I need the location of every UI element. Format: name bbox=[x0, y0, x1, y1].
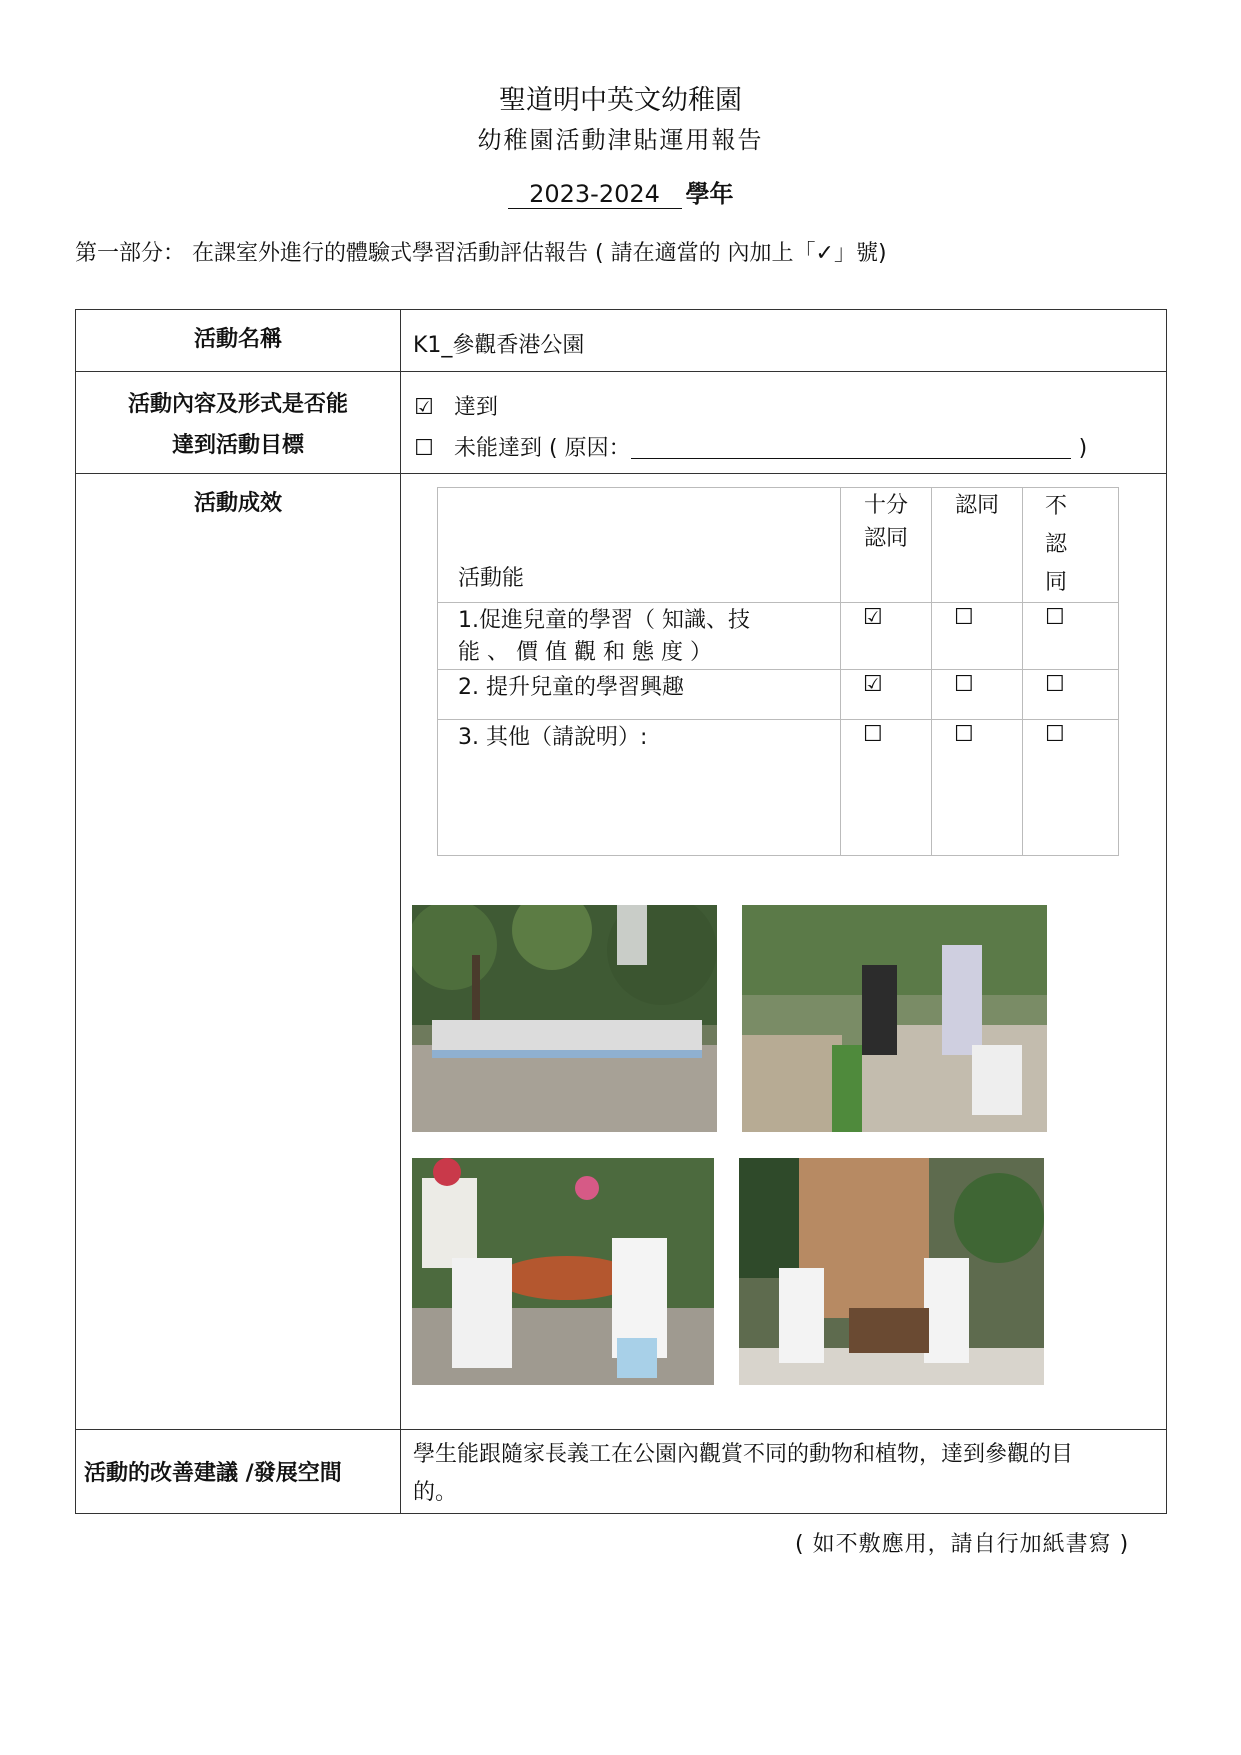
header-disagree-line2: 認 bbox=[1045, 532, 1068, 557]
school-name: 聖道明中英文幼稚園 bbox=[499, 85, 742, 116]
improvement-value-line1: 學生能跟隨家長義工在公園內觀賞不同的動物和植物，達到參觀的目 bbox=[413, 1442, 1074, 1467]
header-disagree-line1: 不 bbox=[1045, 494, 1068, 519]
rating-row-1-line2: 能 、 價 值 觀 和 態 度 ） bbox=[458, 640, 712, 665]
rating-row-1-disagree[interactable]: ☐ bbox=[1023, 603, 1119, 670]
photo-walking bbox=[742, 905, 1047, 1132]
objective-label-line1: 活動內容及形式是否能 bbox=[127, 392, 348, 417]
header-strongly-agree-line1: 十分 bbox=[863, 493, 908, 518]
activity-name-label: 活動名稱 bbox=[76, 310, 401, 372]
photo-group bbox=[412, 905, 717, 1132]
footnote: ( 如不敷應用，請自行加紙書寫 ) bbox=[795, 1532, 1130, 1557]
row-objective bbox=[76, 372, 1167, 474]
rating-row-1-line1: 1.促進兒童的學習（ 知識、技 bbox=[458, 608, 750, 633]
objective-label-line2: 達到活動目標 bbox=[171, 433, 304, 458]
reason-blank-line[interactable] bbox=[631, 432, 1071, 459]
rating-row-2-strongly-agree[interactable]: ☑ bbox=[841, 670, 932, 720]
photo-plants bbox=[739, 1158, 1044, 1385]
option-not-achieved-label: 未能達到 ( 原因： bbox=[454, 436, 631, 461]
checkbox-checked-icon[interactable]: ☑ bbox=[414, 395, 434, 420]
rating-row-2-disagree[interactable]: ☐ bbox=[1023, 670, 1119, 720]
photo-table bbox=[412, 1158, 714, 1385]
rating-row-1-agree[interactable]: ☐ bbox=[932, 603, 1023, 670]
improvement-label: 活動的改善建議 /發展空間 bbox=[76, 1430, 401, 1514]
header-strongly-agree-line2: 認同 bbox=[863, 526, 908, 551]
rating-header-row bbox=[438, 488, 1119, 603]
year-value: 2023-2024 bbox=[508, 180, 682, 209]
rating-row-3 bbox=[438, 720, 1119, 856]
rating-header-strongly-agree bbox=[841, 488, 932, 603]
rating-row-3-agree[interactable]: ☐ bbox=[932, 720, 1023, 856]
rating-row-1-strongly-agree[interactable]: ☑ bbox=[841, 603, 932, 670]
rating-row-2-agree[interactable]: ☐ bbox=[932, 670, 1023, 720]
improvement-value-line2: 的。 bbox=[413, 1480, 458, 1505]
rating-row-1 bbox=[438, 603, 1119, 670]
option-achieved-label: 達到 bbox=[454, 395, 499, 420]
rating-row-3-text: 3. 其他（請說明）: bbox=[438, 720, 841, 856]
rating-row-1-text bbox=[438, 603, 841, 670]
objective-label bbox=[76, 372, 401, 474]
row-activity-name bbox=[76, 310, 1167, 372]
year-label: 學年 bbox=[685, 180, 734, 208]
rating-row-3-strongly-agree[interactable]: ☐ bbox=[841, 720, 932, 856]
row-improvement bbox=[76, 1430, 1167, 1514]
header-disagree-line3: 同 bbox=[1045, 570, 1068, 595]
reason-close-paren: ) bbox=[1078, 436, 1088, 461]
activity-name-value: K1_參觀香港公園 bbox=[401, 310, 1167, 372]
option-not-achieved[interactable] bbox=[413, 428, 1166, 469]
effectiveness-label: 活動成效 bbox=[76, 474, 401, 1430]
improvement-value bbox=[401, 1430, 1167, 1514]
option-achieved[interactable] bbox=[413, 387, 1166, 428]
rating-header-agree: 認同 bbox=[932, 488, 1023, 603]
rating-row-2-text: 2. 提升兒童的學習興趣 bbox=[438, 670, 841, 720]
rating-header-activity: 活動能 bbox=[438, 488, 841, 603]
rating-header-disagree bbox=[1023, 488, 1119, 603]
rating-row-2 bbox=[438, 670, 1119, 720]
objective-options bbox=[401, 372, 1167, 474]
school-year bbox=[0, 174, 1241, 209]
effectiveness-rating-table bbox=[437, 487, 1119, 856]
rating-row-3-disagree[interactable]: ☐ bbox=[1023, 720, 1119, 856]
part1-heading: 第一部分： 在課室外進行的體驗式學習活動評估報告 ( 請在適當的 內加上「✓」號) bbox=[75, 241, 887, 266]
report-title: 幼稚園活動津貼運用報告 bbox=[477, 126, 764, 154]
checkbox-empty-icon[interactable]: ☐ bbox=[414, 436, 434, 461]
